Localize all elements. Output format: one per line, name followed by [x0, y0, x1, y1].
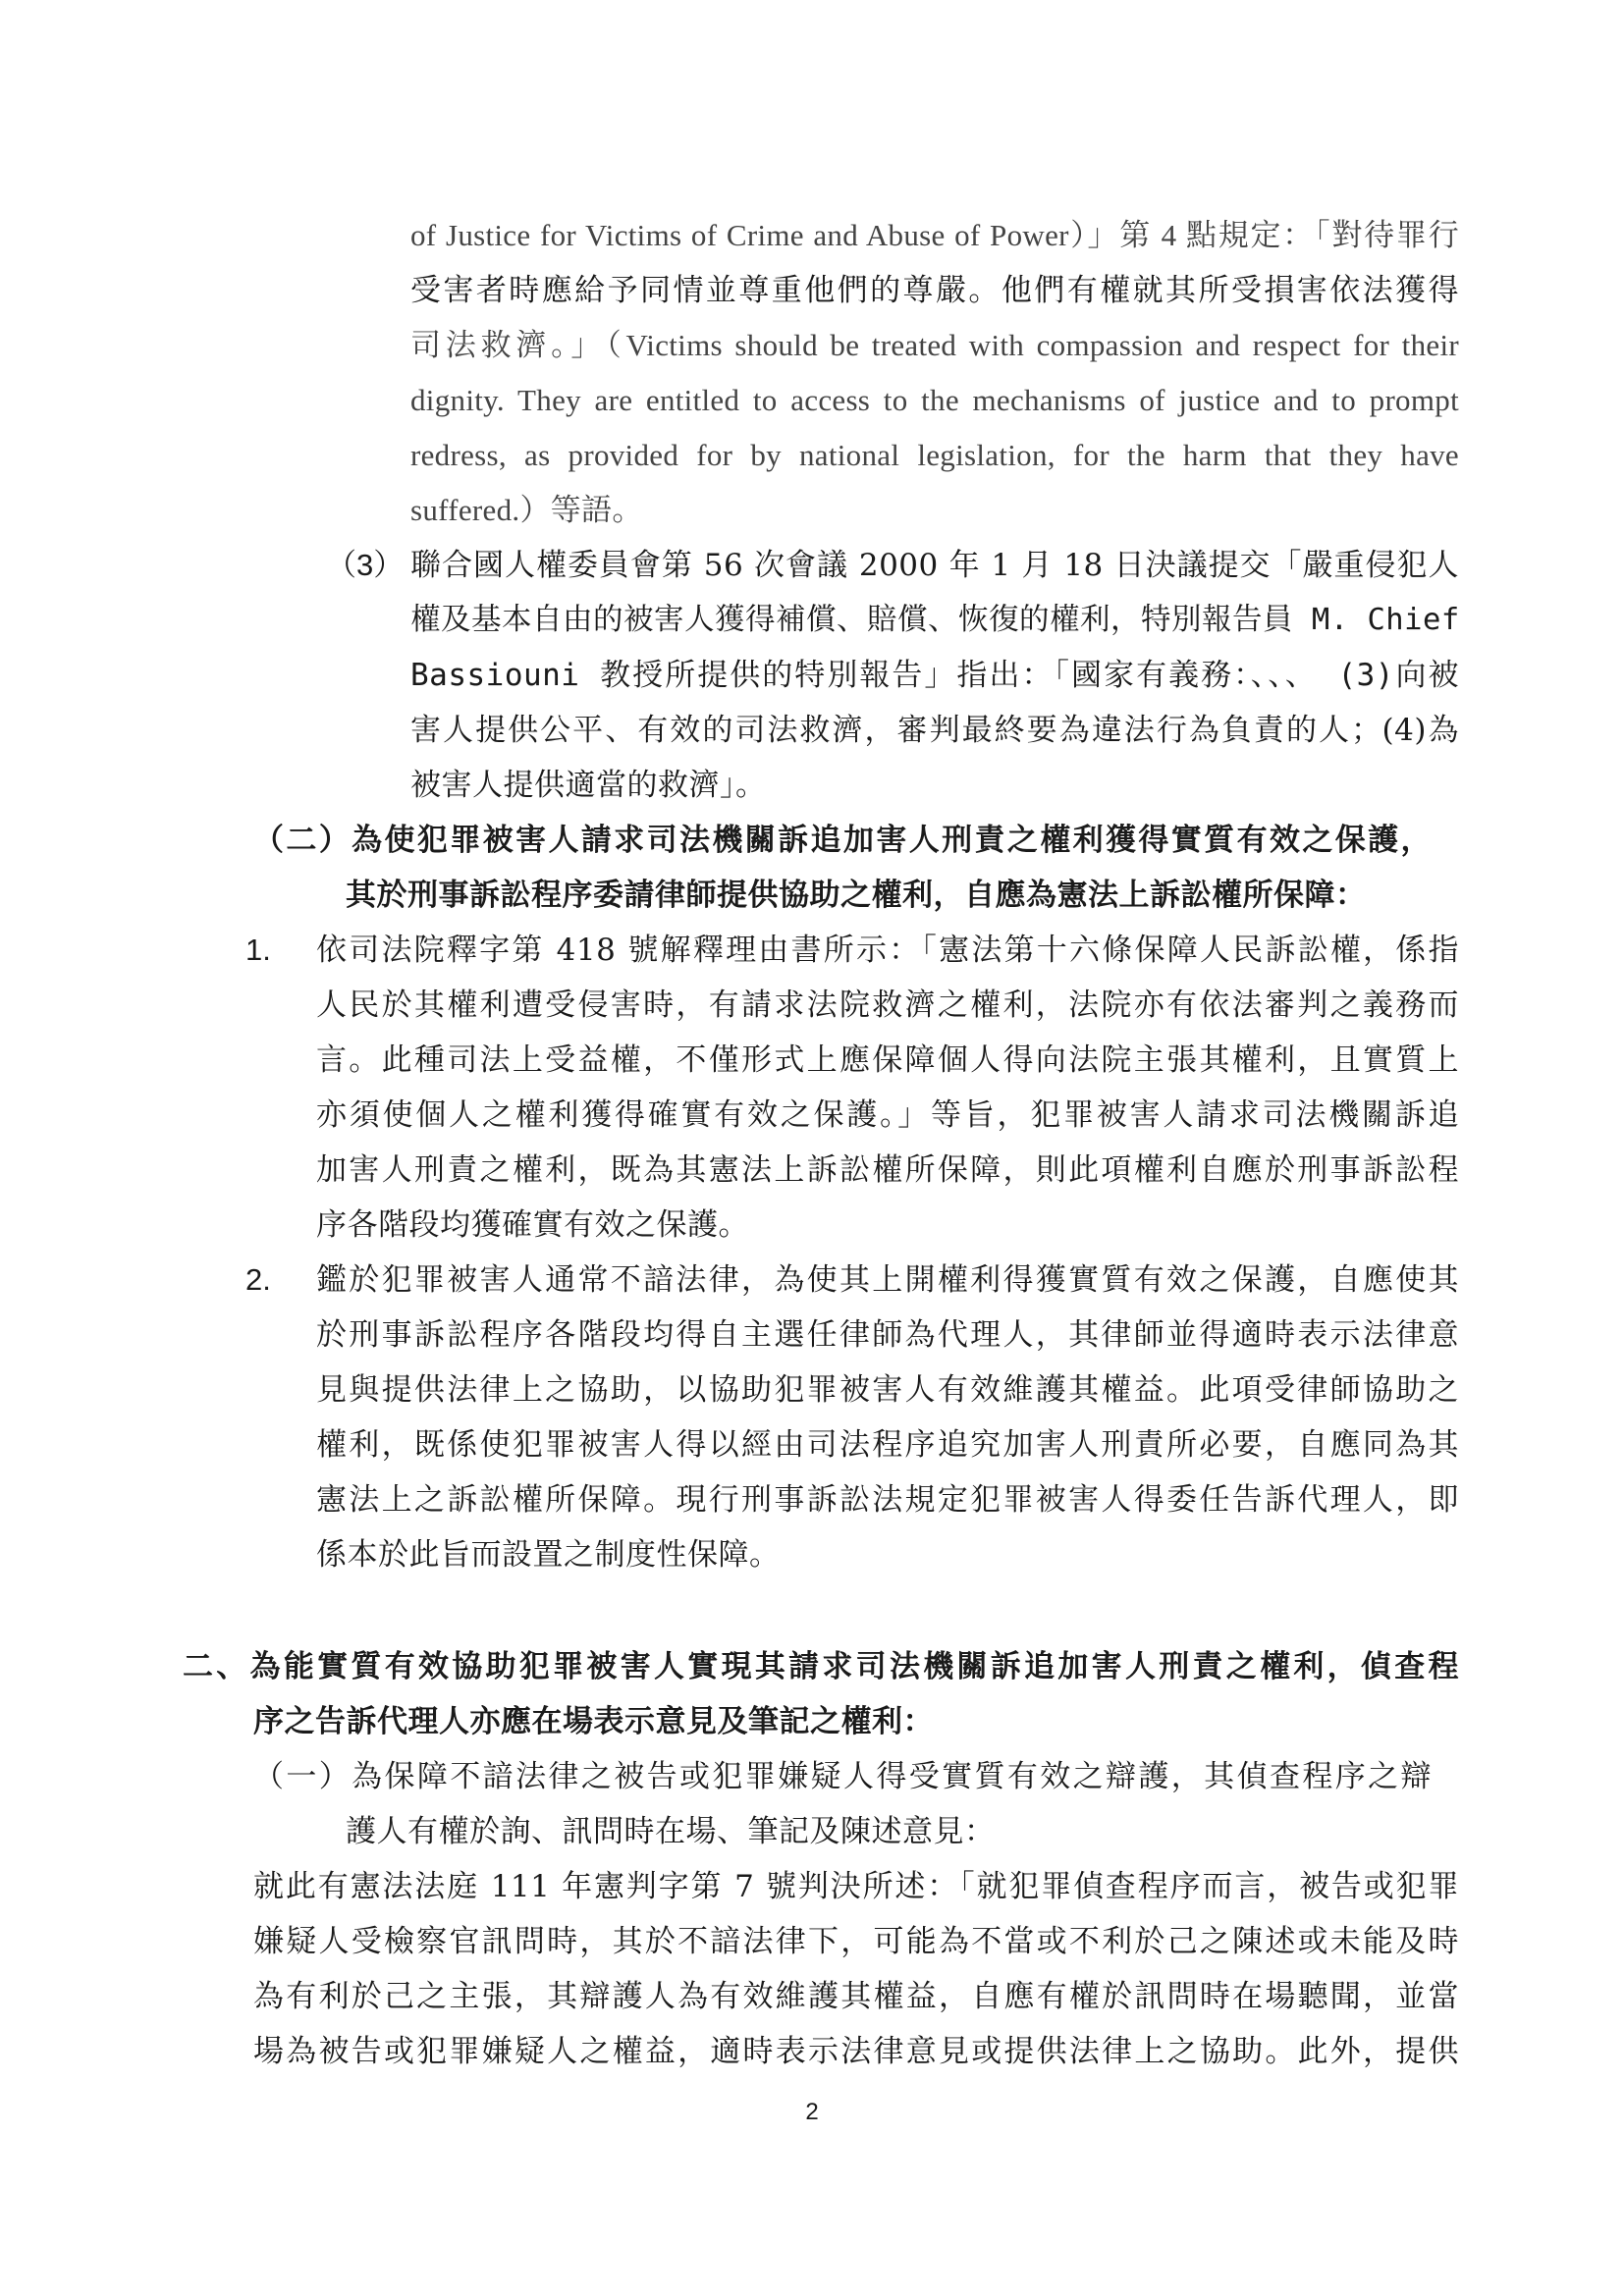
text-line: of Justice for Victims of Crime and Abuse of Power）」第 4 點規定：「對待罪行: [410, 218, 1459, 252]
text-line: 權利，既係使犯罪被害人得以經由司法程序追究加害人刑責所必要，自應同為其: [316, 1427, 1459, 1463]
text-line: 憲法上之訴訟權所保障。現行刑事訴訟法規定犯罪被害人得委任告訴代理人，即: [316, 1482, 1459, 1518]
text-line: 就此有憲法法庭 111 年憲判字第 7 號判決所述：「就犯罪偵查程序而言，被告或犯罪: [253, 1869, 1459, 1904]
text-line: 依司法院釋字第 418 號解釋理由書所示：「憲法第十六條保障人民訴訟權，係指: [316, 933, 1459, 968]
text-line: 害人提供公平、有效的司法救濟，審判最終要為違法行為負責的人；(4)為: [410, 713, 1459, 748]
text-line: 場為被告或犯罪嫌疑人之權益，適時表示法律意見或提供法律上之協助。此外，提供: [253, 2034, 1459, 2069]
text-line: 受害者時應給予同情並尊重他們的尊嚴。他們有權就其所受損害依法獲得: [410, 273, 1459, 308]
text-line: 亦須使個人之權利獲得確實有效之保護。」等旨，犯罪被害人請求司法機關訴追: [316, 1097, 1459, 1133]
text-line: 嫌疑人受檢察官訊問時，其於不諳法律下，可能為不當或不利於己之陳述或未能及時: [253, 1924, 1459, 1959]
text-line: 加害人刑責之權利，既為其憲法上訴訟權所保障，則此項權利自應於刑事訴訟程: [316, 1152, 1459, 1188]
text-line: Bassiouni 教授所提供的特別報告」指出：「國家有義務：、、、 (3)向被: [410, 658, 1459, 693]
text-line: 言。此種司法上受益權，不僅形式上應保障個人得向法院主張其權利，且實質上: [316, 1042, 1459, 1078]
text-line: 序各階段均獲確實有效之保護。: [316, 1207, 749, 1243]
section-heading: 其於刑事訴訟程序委請律師提供協助之權利，自應為憲法上訴訟權所保障：: [346, 878, 1367, 913]
section-heading: 二、為能實質有效協助犯罪被害人實現其請求司法機關訴追加害人刑責之權利，偵查程: [183, 1649, 1459, 1684]
section-heading: （二）為使犯罪被害人請求司法機關訴追加害人刑責之權利獲得實質有效之保護，: [253, 823, 1432, 858]
text-line: 司法救濟。」（Victims should be treated with compassion and respect for their: [410, 328, 1459, 362]
text-line: 人民於其權利遭受侵害時，有請求法院救濟之權利，法院亦有依法審判之義務而: [316, 988, 1459, 1023]
text-line: 聯合國人權委員會第 56 次會議 2000 年 1 月 18 日決議提交「嚴重侵犯人: [410, 548, 1459, 583]
text-line: 被害人提供適當的救濟」。: [410, 768, 767, 803]
text-line: suffered.）等語。: [410, 493, 643, 527]
text-line: 於刑事訴訟程序各階段均得自主選任律師為代理人，其律師並得適時表示法律意: [316, 1317, 1459, 1353]
text-line: 權及基本自由的被害人獲得補償、賠償、恢復的權利，特別報告員 M. Chief: [410, 603, 1460, 637]
text-line: 鑑於犯罪被害人通常不諳法律，為使其上開權利得獲實質有效之保護，自應使其: [316, 1262, 1459, 1298]
text-line: dignity. They are entitled to access to the mechanisms of justice and to prompt: [410, 383, 1459, 417]
page-number: 2: [805, 2099, 819, 2125]
text-line: 為有利於己之主張，其辯護人為有效維護其權益，自應有權於訊問時在場聽聞，並當: [253, 1979, 1459, 2014]
text-line: 見與提供法律上之協助，以協助犯罪被害人有效維護其權益。此項受律師協助之: [316, 1372, 1459, 1408]
section-heading: 護人有權於詢、訊問時在場、筆記及陳述意見：: [346, 1814, 996, 1849]
section-heading: 序之告訴代理人亦應在場表示意見及筆記之權利：: [253, 1704, 934, 1739]
text-line: 係本於此旨而設置之制度性保障。: [316, 1537, 781, 1573]
list-marker: （3）: [326, 548, 405, 582]
list-marker: 2.: [245, 1262, 271, 1297]
list-marker: 1.: [245, 933, 271, 967]
section-heading: （一）為保障不諳法律之被告或犯罪嫌疑人得受實質有效之辯護，其偵查程序之辯: [253, 1759, 1432, 1794]
text-line: redress, as provided for by national legislation, for the harm that they have: [410, 438, 1459, 472]
